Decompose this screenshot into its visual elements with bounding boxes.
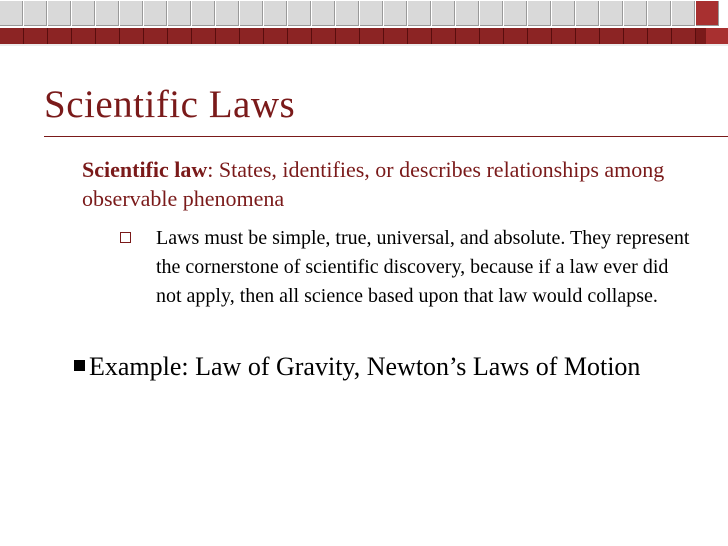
example-bullet bbox=[74, 350, 694, 384]
square-bullet-icon bbox=[74, 360, 85, 371]
definition-text: : States, identifies, or describes relationships among observable phenomena bbox=[82, 157, 665, 211]
sub-bullet-text: Laws must be simple, true, universal, and absolute. They represent the cornerstone of scientific discovery, because if a law ever did not apply, then all science based upon that law would collapse. bbox=[156, 227, 690, 307]
hollow-square-bullet-icon bbox=[120, 232, 131, 243]
title-underline bbox=[44, 136, 728, 137]
slide-title: Scientific Laws bbox=[44, 83, 296, 126]
definition-term: Scientific law bbox=[82, 157, 208, 182]
example-text: Example: Law of Gravity, Newton’s Laws of Motion bbox=[89, 352, 641, 381]
definition-paragraph bbox=[82, 155, 682, 213]
